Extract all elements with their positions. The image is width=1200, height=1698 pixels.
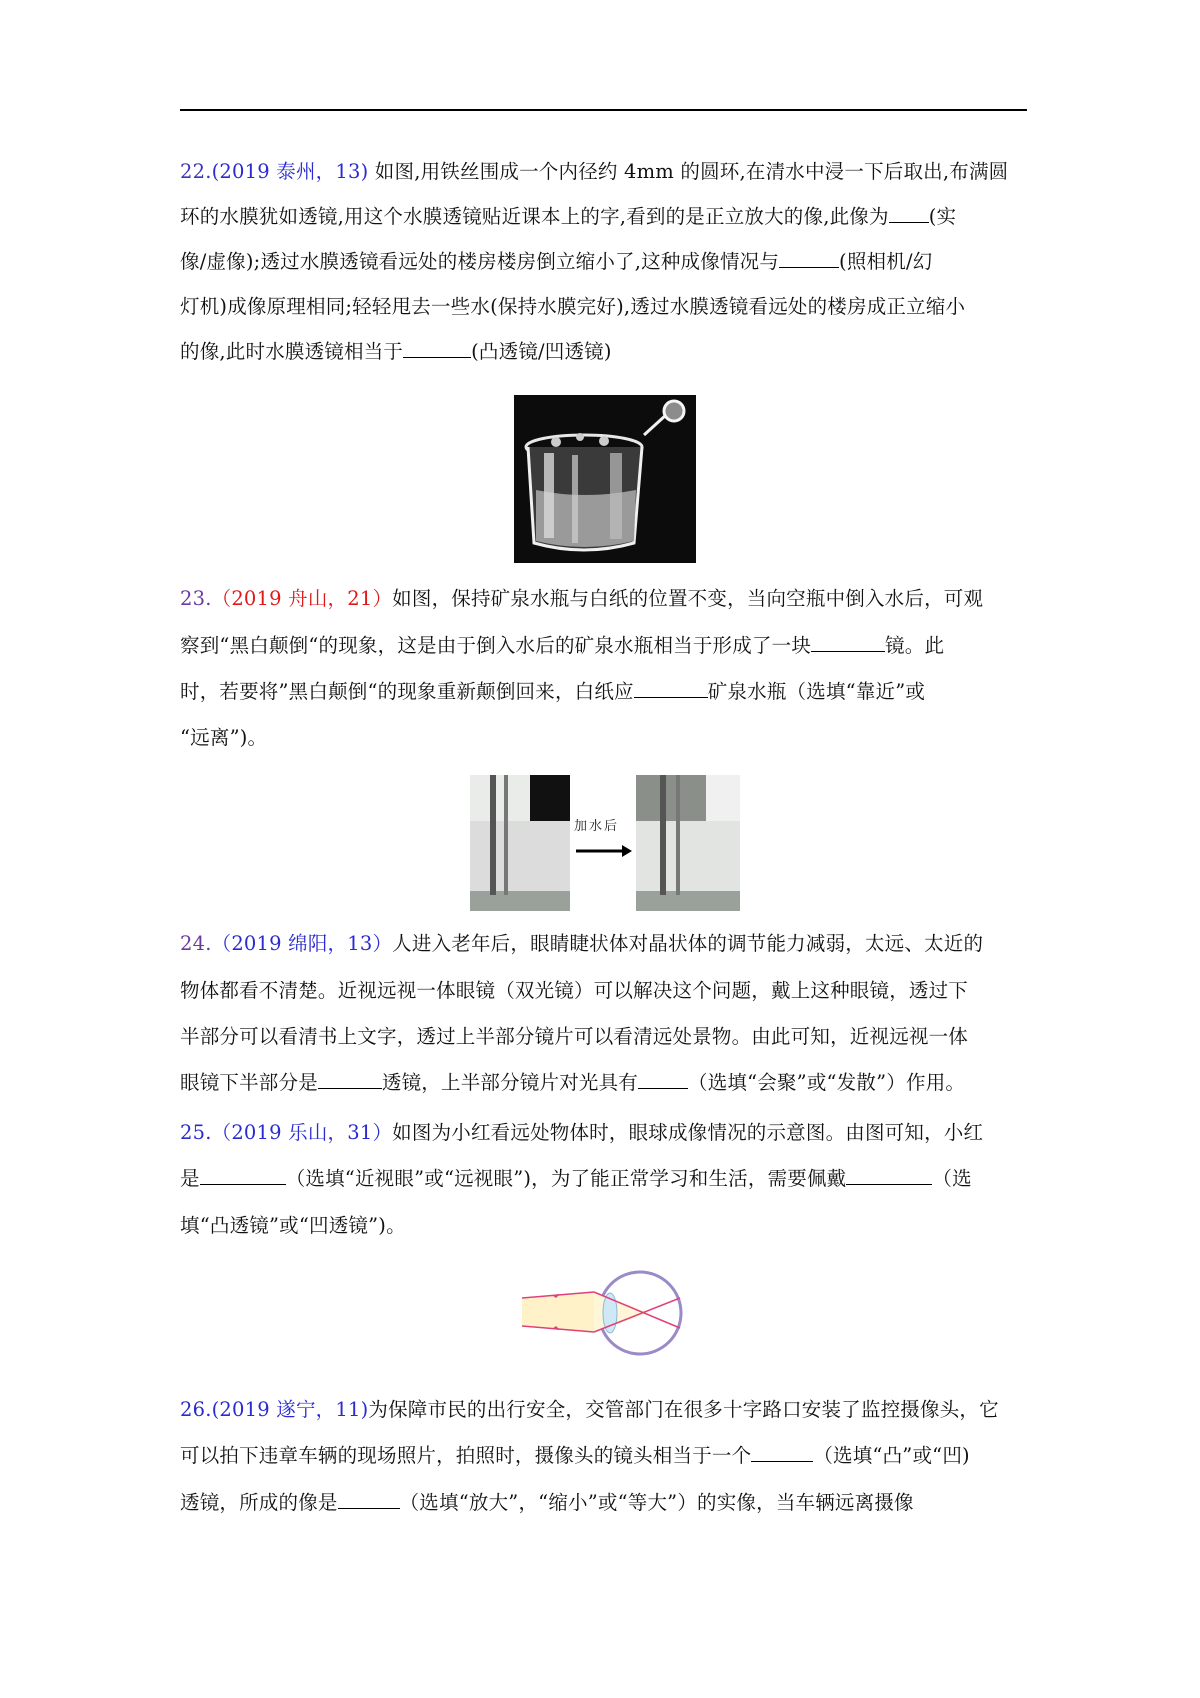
eye-diagram-figure xyxy=(522,1268,684,1364)
q25-source: （2019 乐山，31） xyxy=(211,1121,393,1144)
q26-line-3: 透镜，所成的像是 （选填“放大”，“缩小”或“等大”）的实像，当车辆远离摄像 xyxy=(180,1491,914,1514)
q22-number: 22. xyxy=(180,160,212,183)
beaker-ring-figure xyxy=(514,395,696,563)
q23-line-1: 23.（2019 舟山，21）如图，保持矿泉水瓶与白纸的位置不变，当向空瓶中倒入水后，可观 xyxy=(180,587,984,610)
q22-line-3: 像/虚像);透过水膜透镜看远处的楼房楼房倒立缩小了,这种成像情况与 (照相机/幻 xyxy=(180,250,933,273)
q26-blank-2[interactable] xyxy=(338,1490,400,1509)
header-rule xyxy=(180,109,1027,111)
q26-number: 26. xyxy=(180,1398,212,1421)
q25-line-3: 填“凸透镜”或“凹透镜”)。 xyxy=(180,1214,406,1237)
q24-blank-2[interactable] xyxy=(638,1070,688,1089)
q25-line-1: 25.（2019 乐山，31）如图为小红看远处物体时，眼球成像情况的示意图。由图可知，小红 xyxy=(180,1121,984,1144)
q22-source: (2019 泰州，13) xyxy=(211,160,369,183)
q23-line-3: 时，若要将”黑白颠倒“的现象重新颠倒回来，白纸应 矿泉水瓶（选填“靠近”或 xyxy=(180,680,926,703)
q26-line-2: 可以拍下违章车辆的现场照片，拍照时，摄像头的镜头相当于一个 （选填“凸”或“凹) xyxy=(180,1444,970,1467)
q26-source: (2019 遂宁，11) xyxy=(211,1398,369,1421)
q25-blank-2[interactable] xyxy=(846,1166,932,1185)
q22-blank-1[interactable] xyxy=(889,204,929,223)
q23-blank-1[interactable] xyxy=(811,633,885,652)
q24-line-2: 物体都看不清楚。近视远视一体眼镜（双光镜）可以解决这个问题，戴上这种眼镜，透过下 xyxy=(180,979,969,1002)
q24-line-4: 眼镜下半部分是 透镜，上半部分镜片对光具有 （选填“会聚”或“发散”）作用。 xyxy=(180,1071,966,1094)
q25-blank-1[interactable] xyxy=(200,1166,286,1185)
q22-line-2: 环的水膜犹如透镜,用这个水膜透镜贴近课本上的字,看到的是正立放大的像,此像为 (实 xyxy=(180,205,957,228)
q26-blank-1[interactable] xyxy=(751,1443,813,1462)
q25-line-2: 是 （选填“近视眼”或“远视眼”)，为了能正常学习和生活，需要佩戴 （选 xyxy=(180,1167,972,1190)
q24-source: （2019 绵阳，13） xyxy=(211,932,393,955)
q22-blank-2[interactable] xyxy=(779,249,839,268)
bottle-figure-drawing xyxy=(470,775,740,911)
q23-line-2: 察到“黑白颠倒“的现象，这是由于倒入水后的矿泉水瓶相当于形成了一块 镜。此 xyxy=(180,634,945,657)
q23-line-4: “远离”)。 xyxy=(180,726,268,749)
bottle-arrow-label: 加水后 xyxy=(574,819,620,834)
q23-blank-2[interactable] xyxy=(634,679,708,698)
q22-line-4: 灯机)成像原理相同;轻轻甩去一些水(保持水膜完好),透过水膜透镜看远处的楼房成正立缩小 xyxy=(180,295,966,318)
q23-number: 23. xyxy=(180,587,212,610)
bottle-figure xyxy=(470,775,740,911)
q24-line-3: 半部分可以看清书上文字，透过上半部分镜片可以看清远处景物。由此可知，近视远视一体 xyxy=(180,1025,969,1048)
q24-line-1: 24.（2019 绵阳，13）人进入老年后，眼睛睫状体对晶状体的调节能力减弱，太远、太近的 xyxy=(180,932,984,955)
q22-blank-3[interactable] xyxy=(403,339,471,358)
q25-number: 25. xyxy=(180,1121,212,1144)
q23-source: （2019 舟山，21） xyxy=(211,587,393,610)
q26-line-1: 26.(2019 遂宁，11)为保障市民的出行安全，交管部门在很多十字路口安装了监控摄像头，它 xyxy=(180,1398,999,1421)
q24-blank-1[interactable] xyxy=(318,1070,382,1089)
q24-number: 24. xyxy=(180,932,212,955)
q22-line-1: 22.(2019 泰州，13) 如图,用铁丝围成一个内径约 4mm 的圆环,在清水中浸一下后取出,布满圆 xyxy=(180,160,1009,183)
q22-line-5: 的像,此时水膜透镜相当于 (凸透镜/凹透镜) xyxy=(180,340,612,363)
